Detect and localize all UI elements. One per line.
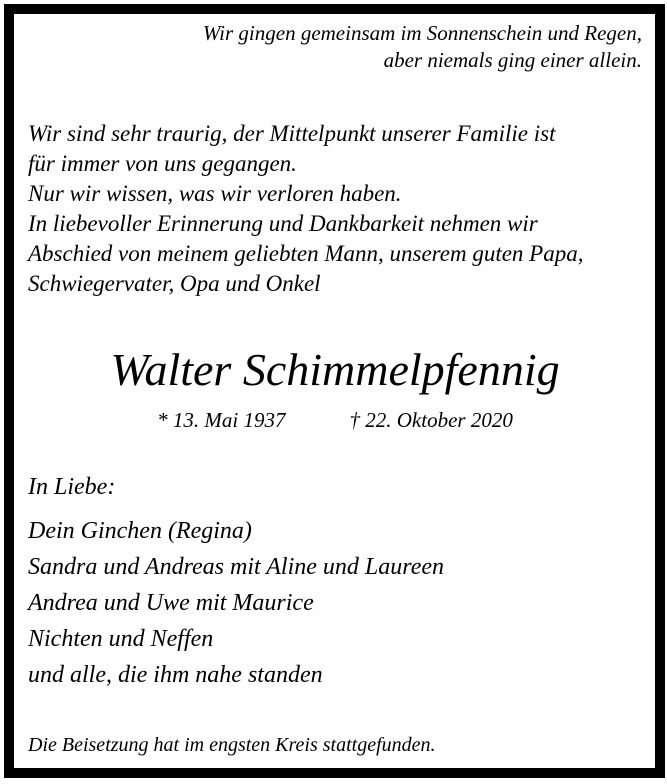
birth-date: * 13. Mai 1937: [157, 408, 286, 432]
motto: [28, 20, 642, 74]
intro-line: Nur wir wissen, was wir verloren haben.: [28, 181, 402, 206]
intro-paragraph: [28, 119, 642, 299]
mourner-line: Nichten und Neffen: [28, 626, 214, 652]
intro-line: In liebevoller Erinnerung und Dankbarkeit nehmen wir: [28, 211, 538, 236]
intro-line: Abschied von meinem geliebten Mann, unserem guten Papa,: [28, 241, 584, 266]
obituary-content: [14, 14, 655, 768]
mourner-line: Dein Ginchen (Regina): [28, 518, 252, 544]
motto-line: Wir gingen gemeinsam im Sonnenschein und Regen,: [202, 21, 642, 45]
border-frame: [4, 4, 665, 778]
motto-line: aber niemals ging einer allein.: [383, 48, 642, 72]
mourner-line: und alle, die ihm nahe standen: [28, 662, 323, 688]
mourner-line: Andrea und Uwe mit Maurice: [28, 590, 314, 616]
funeral-note: Die Beisetzung hat im engsten Kreis stattgefunden.: [28, 734, 436, 756]
intro-line: Wir sind sehr traurig, der Mittelpunkt unserer Familie ist: [28, 121, 556, 146]
mourner-line: Sandra und Andreas mit Aline und Laureen: [28, 554, 444, 580]
mourners-list: [28, 513, 642, 693]
life-dates: [28, 406, 642, 434]
deceased-name: Walter Schimmelpfennig: [110, 344, 560, 395]
mourners-heading: In Liebe:: [28, 474, 116, 500]
death-date: † 22. Oktober 2020: [349, 408, 513, 432]
intro-line: Schwiegervater, Opa und Onkel: [28, 271, 321, 296]
intro-line: für immer von uns gegangen.: [28, 151, 297, 176]
